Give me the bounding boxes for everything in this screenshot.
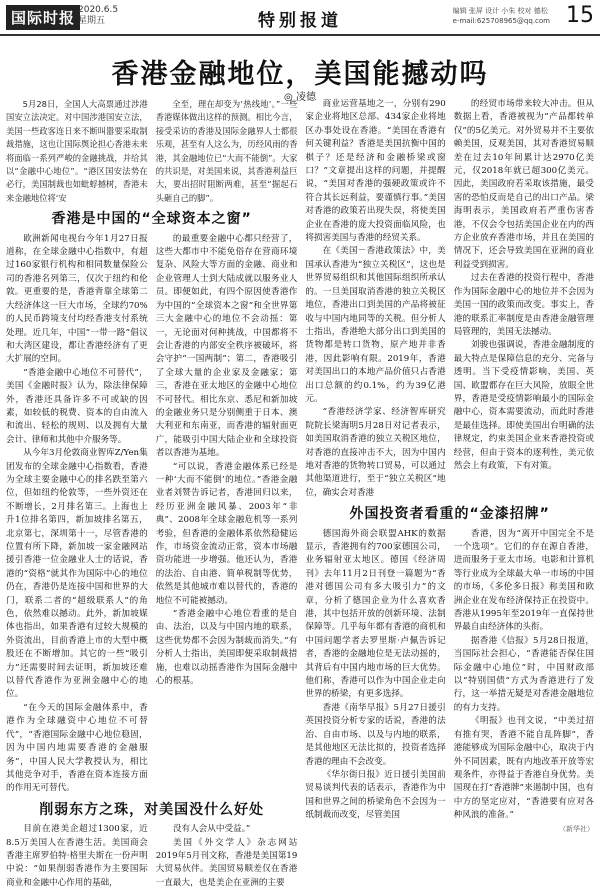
editor-names: 编辑 张屏 设计 小朱 校对 德松 (452, 7, 548, 15)
column-3-4 (305, 98, 594, 833)
paragraph: 刘骏也强调说，香港金融制度的最大特点是保障信息的充分、完备与透明。当下受疫情影响，美国、英国、欧盟都存在巨大风险，放眼全世界，香港是受疫情影响最小的国际金融中心，资本需要流动，而此时香港是最佳选择。即使美国出台明确的法律规定，约束美国企业来香港投资或经营，但由于资本的逐利性，美元依然会上有政策，下有对策。 (453, 340, 594, 471)
date-text: 2020.6.5 (78, 5, 119, 15)
main-headline: 香港金融地位，美国能撼动吗 (111, 59, 489, 90)
subheading-pearl-of-orient: 削弱东方之珠，对美国没什么好处 (39, 801, 265, 818)
lower-row (305, 528, 594, 836)
paragraph: 德国海外商会联盟AHK的数据显示，香港拥有约700家德国公司，业务辐射亚太地区。德国《经济周刊》去年11月2日刊登一篇题为“香港对德国公司有多大吸引力”的文章，分析了德国企业为什么喜欢香港，其中包括开放的创新环境、法制保障等。几乎每年都有香港的商机和中国问题学者去罗里斯·卢佩告诉记者，香港的金融地位是无法动摇的，其背后有中国内地市场的巨大优势。他们称，香港可以作为中国企业走向世界的桥梁，有更多选择。 (305, 528, 446, 700)
paragraph: “在今天的国际金融体系中，香港作为全球融资中心地位不可替代”，“香港国际金融中心地位稳固，因为中国内地需要香港的金融服务”，中国人民大学教授认为，相比其他竞争对手，香港在资本连接方面的作用无可替代。 (6, 702, 148, 794)
paragraph: 商业运营基地之一，分别有290家企业将地区总部、434家企业将地区办事处设在香港。“美国在香港有何关键利益？香港是美国抗衡中国的棋子？还是经济和金融桥梁或窗口？”文章提出这样的问题，并提醒说，“美国对香港的强硬政策或许不符合其长远利益，要谨慎行事。”美国对香港的政策若出现失误，将使美国企业在香港的庞大投资面临风险，也将损害美国与香港的经贸关系。 (305, 99, 446, 244)
editor-credits (453, 6, 550, 26)
weekday-text: 星期五 (78, 16, 106, 26)
paragraph: 香港《南华早报》5月27日援引英国投资分析专家的话说，香港的法治、自由市场、以及与内地的联系，是其他地区无法比拟的，投资者选择香港的理由不会改变。 (305, 702, 446, 767)
section-2-row (6, 823, 297, 890)
source-credit: （新华社） (559, 824, 594, 833)
subheading-golden-signboard: 外国投资者看重的“金漆招牌” (349, 506, 550, 523)
paragraph: 从今年3月伦敦商业智库Z/Yen集团发布的全球金融中心指数看，香港为全球主要金融中心的排名跌至第六位，但如纽约伦敦等，一些外资还在不断增长，2月排名第三。上海也上升1位排名第四，新加坡排名第五，北京第七，深圳第十一，尽管香港的位置有所下降，新加坡一家金融网站援引香港一位金融业人士的话说，香港的“资格”就其作为国际中心的地位仍在，香港仍是连接中国和世界的大门，联系二者的“超级联系人”的角色，依然难以撼动。此外，新加坡媒体也指出，如果香港有过较大规模的外资流出，目前香港上市的大型中概股还在不断增加。其它的一些“吸引力”还需要时间去证明，新加坡还难以替代香港作为亚洲金融中心的地位。 (6, 448, 148, 700)
page-header (0, 0, 600, 36)
byline: ◎ 凌德 (284, 92, 316, 103)
intro-column-2 (156, 98, 298, 205)
subheading-capital-window: 香港是中国的“全球资本之窗” (51, 211, 252, 228)
paragraph: 在《美国－香港政策法》中，美国承认香港为“独立关税区”，这也是世界贸易组织和其他国际组织所承认的。一旦美国取消香港的独立关税区地位，香港出口到美国的产品将被征收与中国内地同等的关税。但分析人士指出，香港绝大部分出口到美国的货物都是转口货物，原产地并非香港，因此影响有限。2019年，香港对美国出口的本地产品价值只占香港出口总额的约0.1%，约为39亿港元。 (305, 246, 446, 404)
page-number: 15 (566, 3, 594, 28)
intro-row (6, 98, 297, 205)
paragraph: 目前在港美企超过1300家，近8.5万美国人在香港生活。美国商会香港主席罗伯特·格里夫斯在一份声明中说：“如果削弱香港作为主要国际商业和金融中心作用的基础， (6, 824, 148, 888)
paragraph: 《华尔街日报》近日援引美国前贸易谈判代表的话表示，香港作为中国和世界之间的桥梁角色不会因为一纸制裁而改变，尽管美国 (305, 769, 446, 821)
paragraph: 没有人会从中受益。” (172, 824, 251, 835)
intro-paragraph: 5月28日，全国人大高票通过涉港国安立法决定。对中国涉港国安立法，美国一些政客连日来不断叫嚣要采取制裁措施，这也让国际舆论担心香港未来将面临一系列严峻的金融挑战，并给其以“金融中心地位”。“港区国安法势在必行，美国制裁也如蚍蜉撼树，香港未来金融地位将‘安 (6, 99, 148, 203)
paragraph: “可以说，香港金融体系已经是一种‘大而不能倒’的地位。”香港金融业者刘赞告诉记者，香港回归以来，经历亚洲金融风暴、2003年“非典”、2008年全球金融危机等一系列考验，但香港的金融体系依然稳健运作，市场资金流动正常，资本市场融资功能进一步增强。他还认为，香港的法治、自由港、简单税制等优势，依然是其他城市难以替代的，香港的地位不可能被撼动。 (155, 461, 298, 606)
body-column (454, 98, 594, 500)
paragraph: “香港经济学家、经济智库研究院院长梁海明5月28日对记者表示，如美国取消香港的独立关税区地位，对香港的直接冲击不大，因为中国内地对香港的货物转口贸易，可以通过其他渠道进行，至于“独立关税区”地位，确实会对香港 (305, 407, 446, 498)
body-column (156, 823, 298, 890)
section-title: 特别报道 (258, 11, 342, 31)
intro-column-1 (6, 98, 148, 205)
body-column (156, 233, 298, 796)
article-body (6, 98, 594, 888)
paragraph: 美国《外交学人》杂志网站2019年5月刊文称，香港是美国第19大贸易伙伴。美国贸易顺差仅在香港一直最大，也是美企在亚洲的主要 (155, 837, 298, 888)
paragraph: 据香港《信报》5月28日报道，当国际社会担心，“香港能否保住国际金融中心地位”时，中国财政部以“特别国债”方式为香港进行了发行，这一举措无疑是对香港金融地位的有力支持。 (453, 635, 594, 713)
body-column (454, 528, 594, 836)
paragraph: 《明报》也刊文说，“中美过招有推有哭，香港不能自乱阵脚”，香港能够成为国际金融中心，取决于内外不同因素，既有内地改革开放等宏观条件，亦得益于香港自身优势。美国现在打“香港牌”来遏制中国，也有中方的坚定应对，“香港要有应对各种风浪的准备。” (453, 716, 594, 821)
upper-row (305, 98, 594, 500)
body-column (6, 233, 148, 796)
paragraph: 欧洲新闻电视台今年1月27日报道称，在全球金融中心指数中，有超过160家银行机构和相同数量保险公司的香港名列第三，仅次于纽约和伦敦。更重要的是，香港背靠全球第二大经济体这一巨大市场，全球约70%的人民币跨境支付均经香港支付系统处理。近几年，中国“一带一路”倡议和大湾区建设，都让香港经济有了更大扩展的空间。 (6, 233, 148, 365)
paragraph: 的经贸市场带来较大冲击。但从数据上看，香港被视为“产品都转单仅”的5亿美元。对外贸易并不主要依赖美国，反观美国，其对香港贸易顺差在过去10年间累计达2970亿美元，仅2018年就已超300亿美元。因此，美国政府若采取该措施，最受害的恐怕反而是自己的出口产品。梁海明表示，美国政府若严重伤害香港，不仅会令包括美国企业在内的西方企业放弃香港市场，并且在美国的情况下，还会导致美国在亚洲的商业利益受到损害。 (453, 99, 594, 270)
paragraph: “香港金融中心地位不可替代”，美国《金融时报》认为，除法律保障外，香港还具备许多不可或缺的因素，如较低的税费、资本的自由流入和流出、轻松的规则、以及拥有大量会计、律师和其他中介服务等。 (6, 367, 148, 445)
section-1-row (6, 233, 297, 796)
newspaper-logo: 国际时报 (6, 5, 80, 30)
body-column (305, 98, 445, 500)
column-1-2 (6, 98, 298, 888)
intro-paragraph: 全至，理在却变为‘热线地’。”一些香港媒体做出这样的预测。相比今言，接受采访的香港及国际金融界人士都很乐观，甚至有人这么为，历经风雨的香港，其金融地位已“大而不能倒”。大家的共识是，对美国来说，其香港利益巨大，要出招时阻断两难，甚至“掘起石头砸自己的脚”。 (155, 99, 298, 203)
paragraph: 香港，因为“离开中国完全不是一个选项”。它们的存在源自香港，进而服务于亚太市场。电影和计算机等行业成为全球最大单一市场的中国的市场，《多伦多日报》称美国和欧洲企业在发布经济保持正在投资中。香港从1995年至2019年一直保持世界最自由经济体的头衔。 (453, 528, 594, 633)
paragraph: 的最重要金融中心都只经营了，这些大都市中不能免俗存在营商环境复杂、风险大等方面的金融、商业和企业管理人士到大陆成就以服务业人员。即便如此，有四个原因使香港作为中国的“全球资本之窗”和全世界第三大金融中心的地位不会动摇：第一，无论面对何种挑战，中国都将不会让香港的内部安全秩序被破坏，将会守护“一国两制”；第二，香港吸引了全球大量的企业家及金融家；第三，香港在亚太地区的金融中心地位不可替代。相比东京、悉尼和新加坡的金融业务只是分别侧重于日本、澳大利亚和东南亚，而香港的辐射面更广，能吸引中国大陆企业和全球投资者以香港为基地。 (155, 233, 298, 459)
paragraph: 过去在香港的投资行程中，香港作为国际金融中心的地位并不会因为美国一国的政策而改变。事实上，香港的联系汇率制度是由香港金融管理局管理的，美国无法撼动。 (453, 273, 594, 337)
editor-email: e-mail:625708965@qq.com (452, 17, 550, 25)
paragraph: “香港金融中心地位看重的是自由、法治，以及与中国内地的联系，这些优势都不会因为制裁而消失。”有分析人士指出，美国即便采取制裁措施，也难以动摇香港作为国际金融中心的根基。 (155, 609, 298, 687)
body-column (305, 528, 445, 836)
body-column (6, 823, 148, 890)
